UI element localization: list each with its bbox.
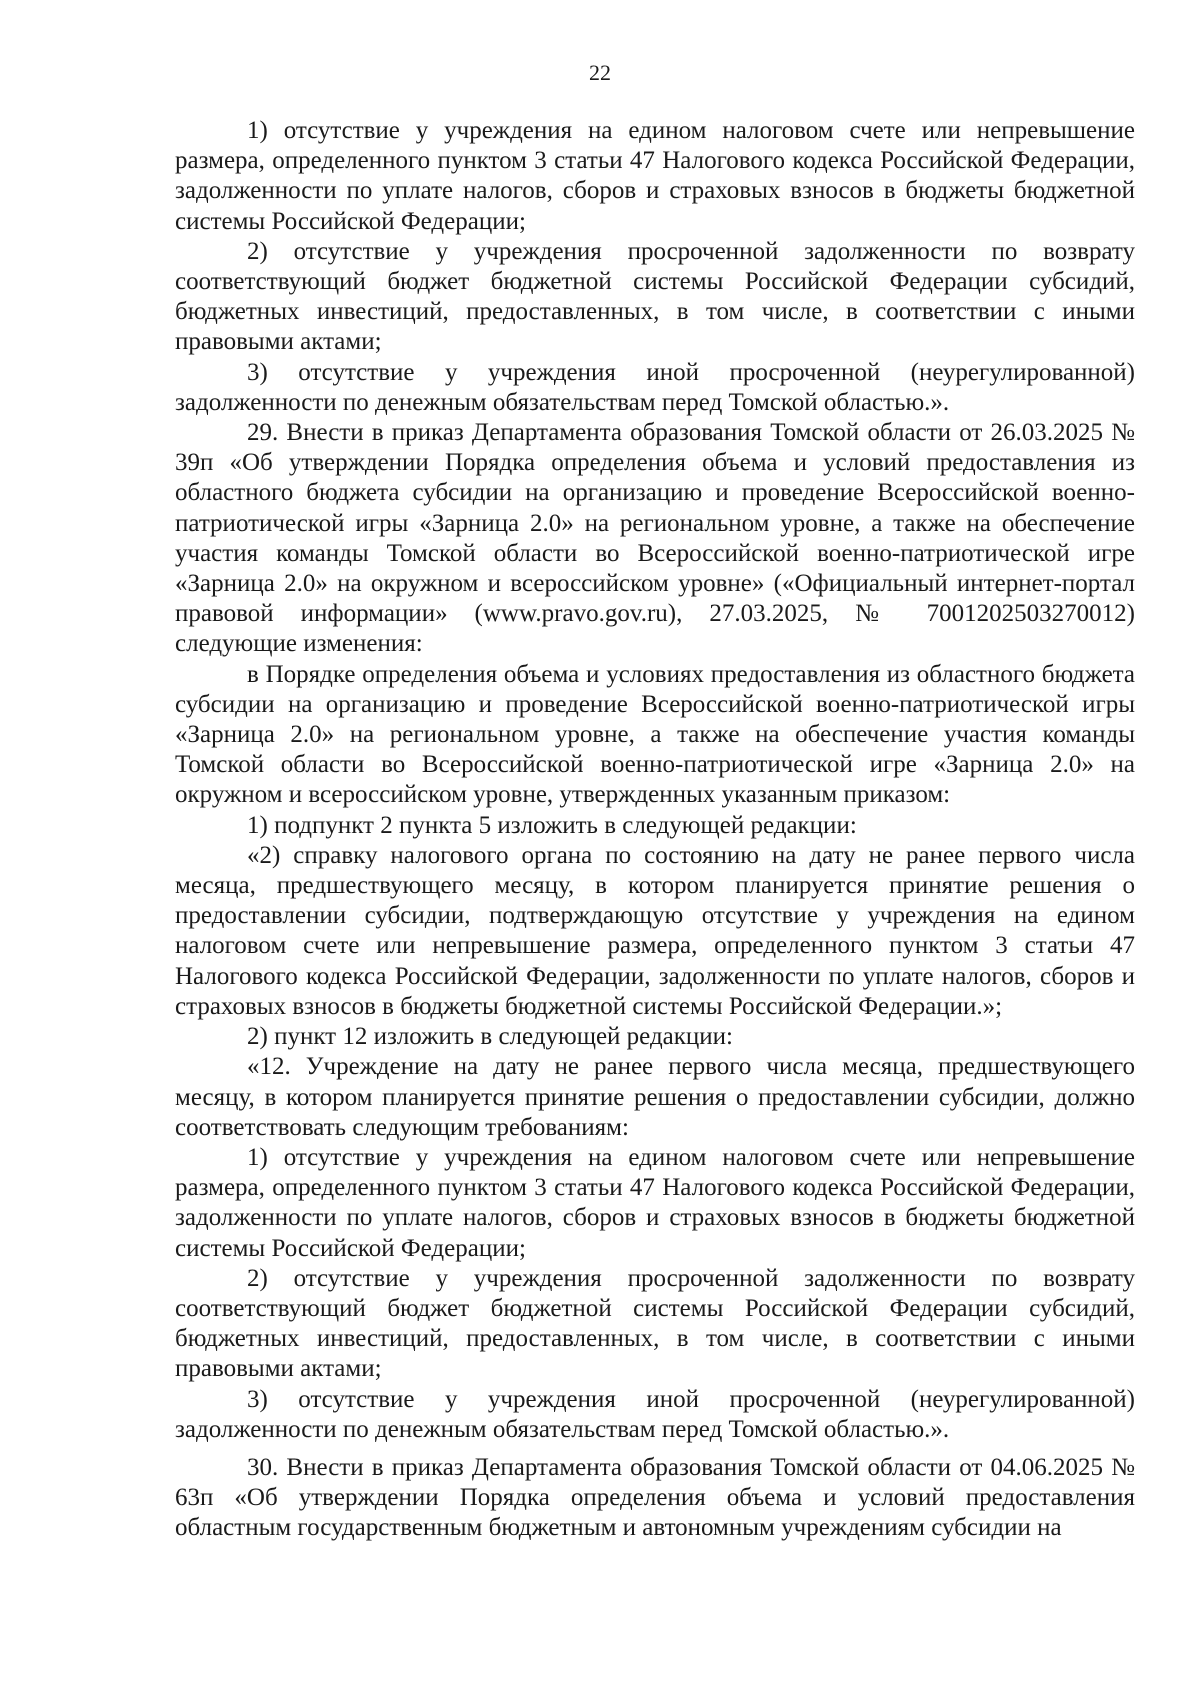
page-number: 22 [589,60,611,85]
paragraph-2-absence-overdue-debt: 2) отсутствие у учреждения просроченной задолженности по возврату соответствующий бюджет бюджетной системы Российской Федерации субсидий, бюджетных инвестиций, предоставленных, в том числе, в соответствии с иными правовыми актами; [175,237,1135,356]
paragraph-1-absence-tax-debt: 1) отсутствие у учреждения на едином налоговом счете или непревышение размера, определенного пунктом 3 статьи 47 Налогового кодекса Российской Федерации, задолженности по уплате налогов, сборов и страховых взносов в бюджеты бюджетной системы Российской Федерации; [175,117,1135,235]
paragraph-3-absence-other-debt: 3) отсутствие у учреждения иной просроченной (неурегулированной) задолженности по денежным обязательствам перед Томской областью.». [175,358,1135,416]
paragraph-requirement-2: 2) отсутствие у учреждения просроченной задолженности по возврату соответствующий бюджет бюджетной системы Российской Федерации субсидий, бюджетных инвестиций, предоставленных, в том числе, в соответствии с иными правовыми актами; [175,1264,1135,1383]
paragraph-subitem-1: 1) подпункт 2 пункта 5 изложить в следующей редакции: [247,811,857,839]
paragraph-new-wording-12: «12. Учреждение на дату не ранее первого числа месяца, предшествующего месяцу, в котором планируется принятие решения о предоставлении субсидии, должно соответствовать следующим требованиям: [175,1053,1135,1141]
paragraph-subitem-2: 2) пункт 12 изложить в следующей редакции: [247,1023,733,1051]
paragraph-item-29: 29. Внести в приказ Департамента образования Томской области от 26.03.2025 № 39п «Об утверждении Порядка определения объема и условий предоставления из областного бюджета субсидии на организацию и проведение Всероссийской военно-патриотической игры «Зарница 2.0» на региональном уровне, а также на обеспечение участия команды Томской области во Всероссийской военно-патриотической игре «Зарница 2.0» на окружном и всероссийском уровне» («Официальный интернет-портал правовой информации» (www.pravo.gov.ru), 27.03.2025, № 7001202503270012) следующие изменения: [175,419,1135,658]
paragraph-requirement-3: 3) отсутствие у учреждения иной просроченной (неурегулированной) задолженности по денежным обязательствам перед Томской областью.». [175,1385,1135,1443]
paragraph-item-30: 30. Внести в приказ Департамента образования Томской области от 04.06.2025 № 63п «Об утверждении Порядка определения объема и условий предоставления областным государственным бюджетным и автономным учреждениям субсидии на [175,1453,1135,1542]
paragraph-procedure-changes: в Порядке определения объема и условиях предоставления из областного бюджета субсидии на организацию и проведение Всероссийской военно-патриотической игры «Зарница 2.0» на региональном уровне, а также на обеспечение участия команды Томской области во Всероссийской военно-патриотической игре «Зарница 2.0» на окружном и всероссийском уровне, утвержденных указанным приказом: [175,660,1135,809]
paragraph-requirement-1: 1) отсутствие у учреждения на едином налоговом счете или непревышение размера, определенного пунктом 3 статьи 47 Налогового кодекса Российской Федерации, задолженности по уплате налогов, сборов и страховых взносов в бюджеты бюджетной системы Российской Федерации; [175,1143,1135,1262]
paragraph-new-wording-2: «2) справку налогового органа по состоянию на дату не ранее первого числа месяца, предшествующего месяцу, в котором планируется принятие решения о предоставлении субсидии, подтверждающую отсутствие у учреждения на едином налоговом счете или непревышение размера, определенного пунктом 3 статьи 47 Налогового кодекса Российской Федерации, задолженности по уплате налогов, сборов и страховых взносов в бюджеты бюджетной системы Российской Федерации.»; [175,841,1135,1020]
document-body [175,116,1135,1544]
